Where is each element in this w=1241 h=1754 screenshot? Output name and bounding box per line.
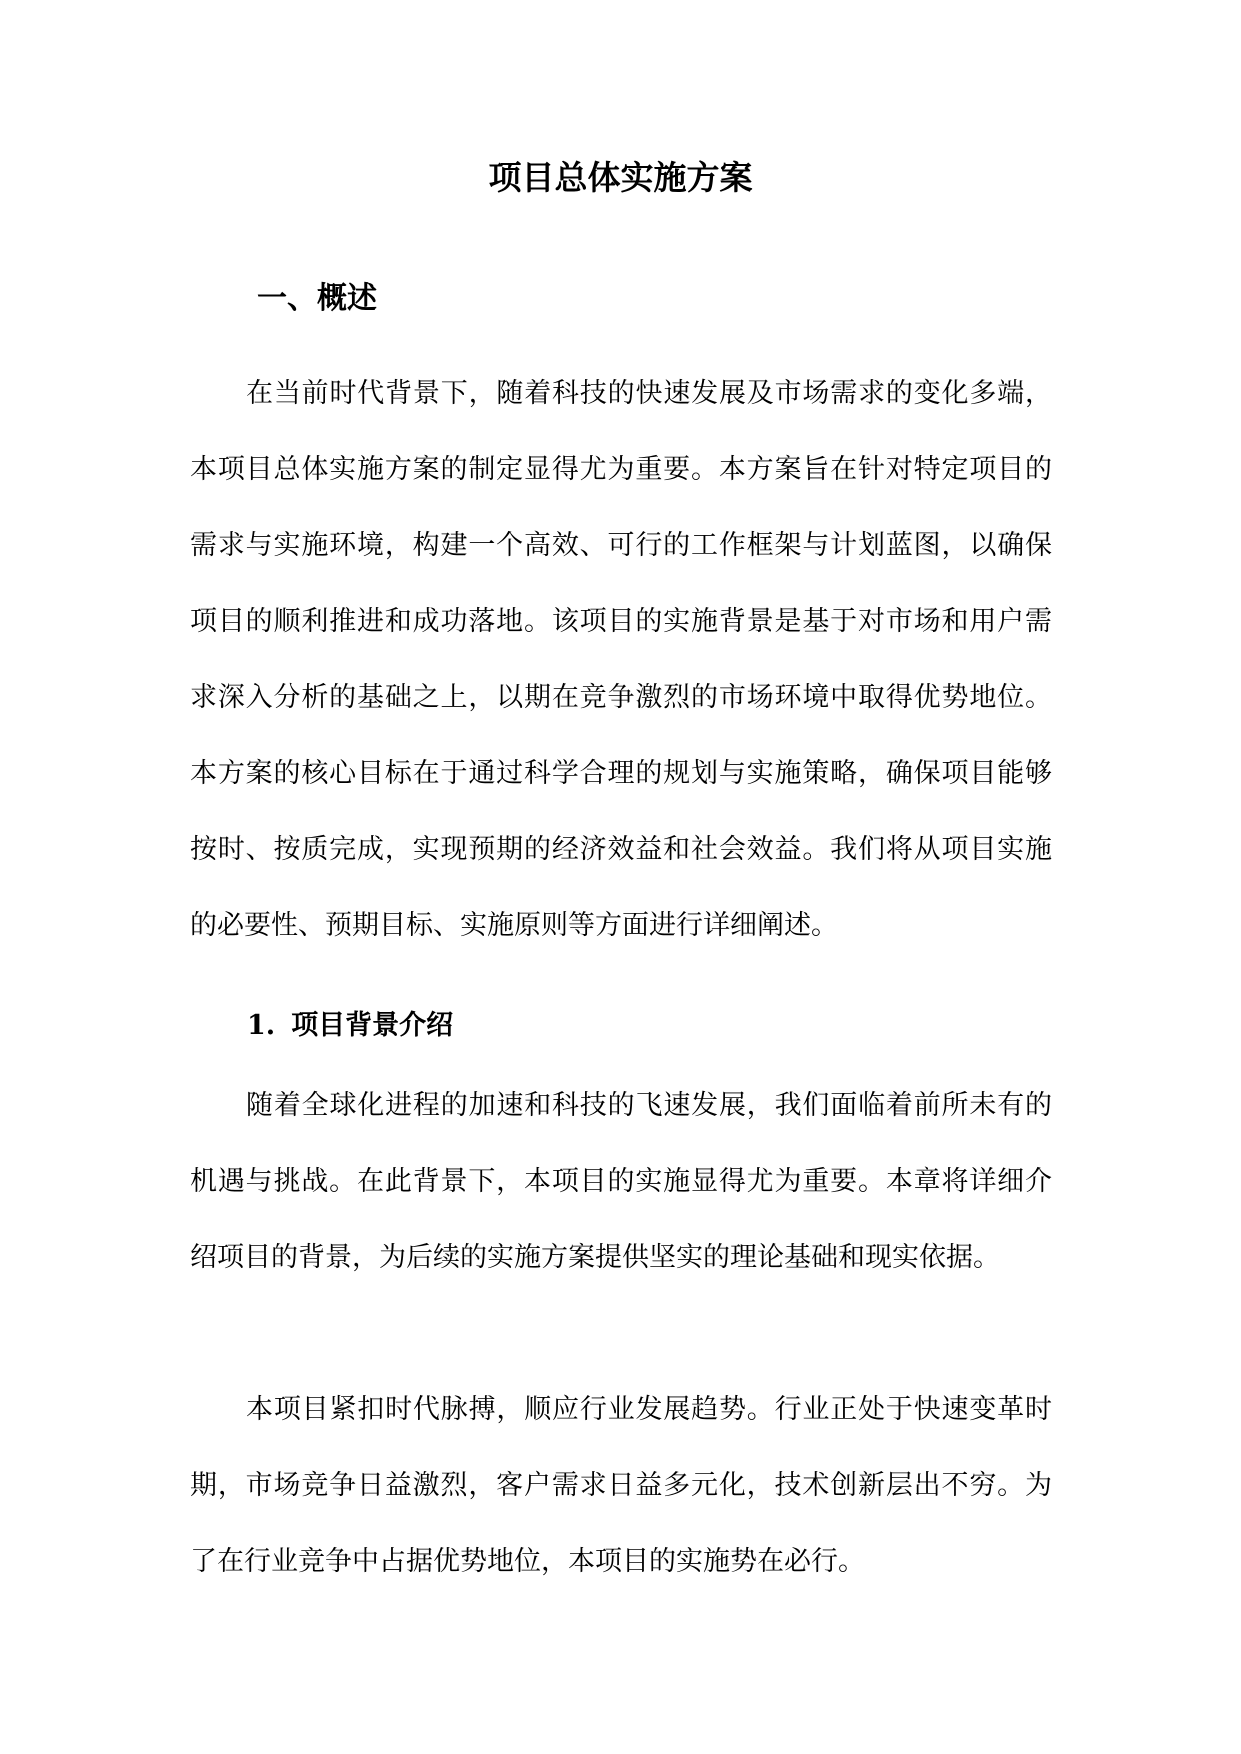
subsection-title: 项目背景介绍	[291, 1010, 454, 1041]
background-paragraph-1: 随着全球化进程的加速和科技的飞速发展，我们面临着前所未有的机遇与挑战。在此背景下，本项目的实施显得尤为重要。本章将详细介绍项目的背景，为后续的实施方案提供坚实的理论基础和现实依据。	[190, 1090, 1052, 1273]
subsection-heading-background	[247, 1003, 453, 1049]
subsection-number: 1.	[247, 1010, 276, 1041]
document-title: 项目总体实施方案	[488, 158, 753, 197]
overview-paragraph: 在当前时代背景下，随着科技的快速发展及市场需求的变化多端，本项目总体实施方案的制定显得尤为重要。本方案旨在针对特定项目的需求与实施环境，构建一个高效、可行的工作框架与计划蓝图，以确保项目的顺利推进和成功落地。该项目的实施背景是基于对市场和用户需求深入分析的基础之上，以期在竞争激烈的市场环境中取得优势地位。本方案的核心目标在于通过科学合理的规划与实施策略，确保项目能够按时、按质完成，实现预期的经济效益和社会效益。我们将从项目实施的必要性、预期目标、实施原则等方面进行详细阐述。	[190, 378, 1052, 941]
background-paragraph-2: 本项目紧扣时代脉搏，顺应行业发展趋势。行业正处于快速变革时期，市场竞争日益激烈，客户需求日益多元化，技术创新层出不穷。为了在行业竞争中占据优势地位，本项目的实施势在必行。	[190, 1394, 1052, 1577]
section-heading-overview: 一、概述	[257, 281, 377, 316]
